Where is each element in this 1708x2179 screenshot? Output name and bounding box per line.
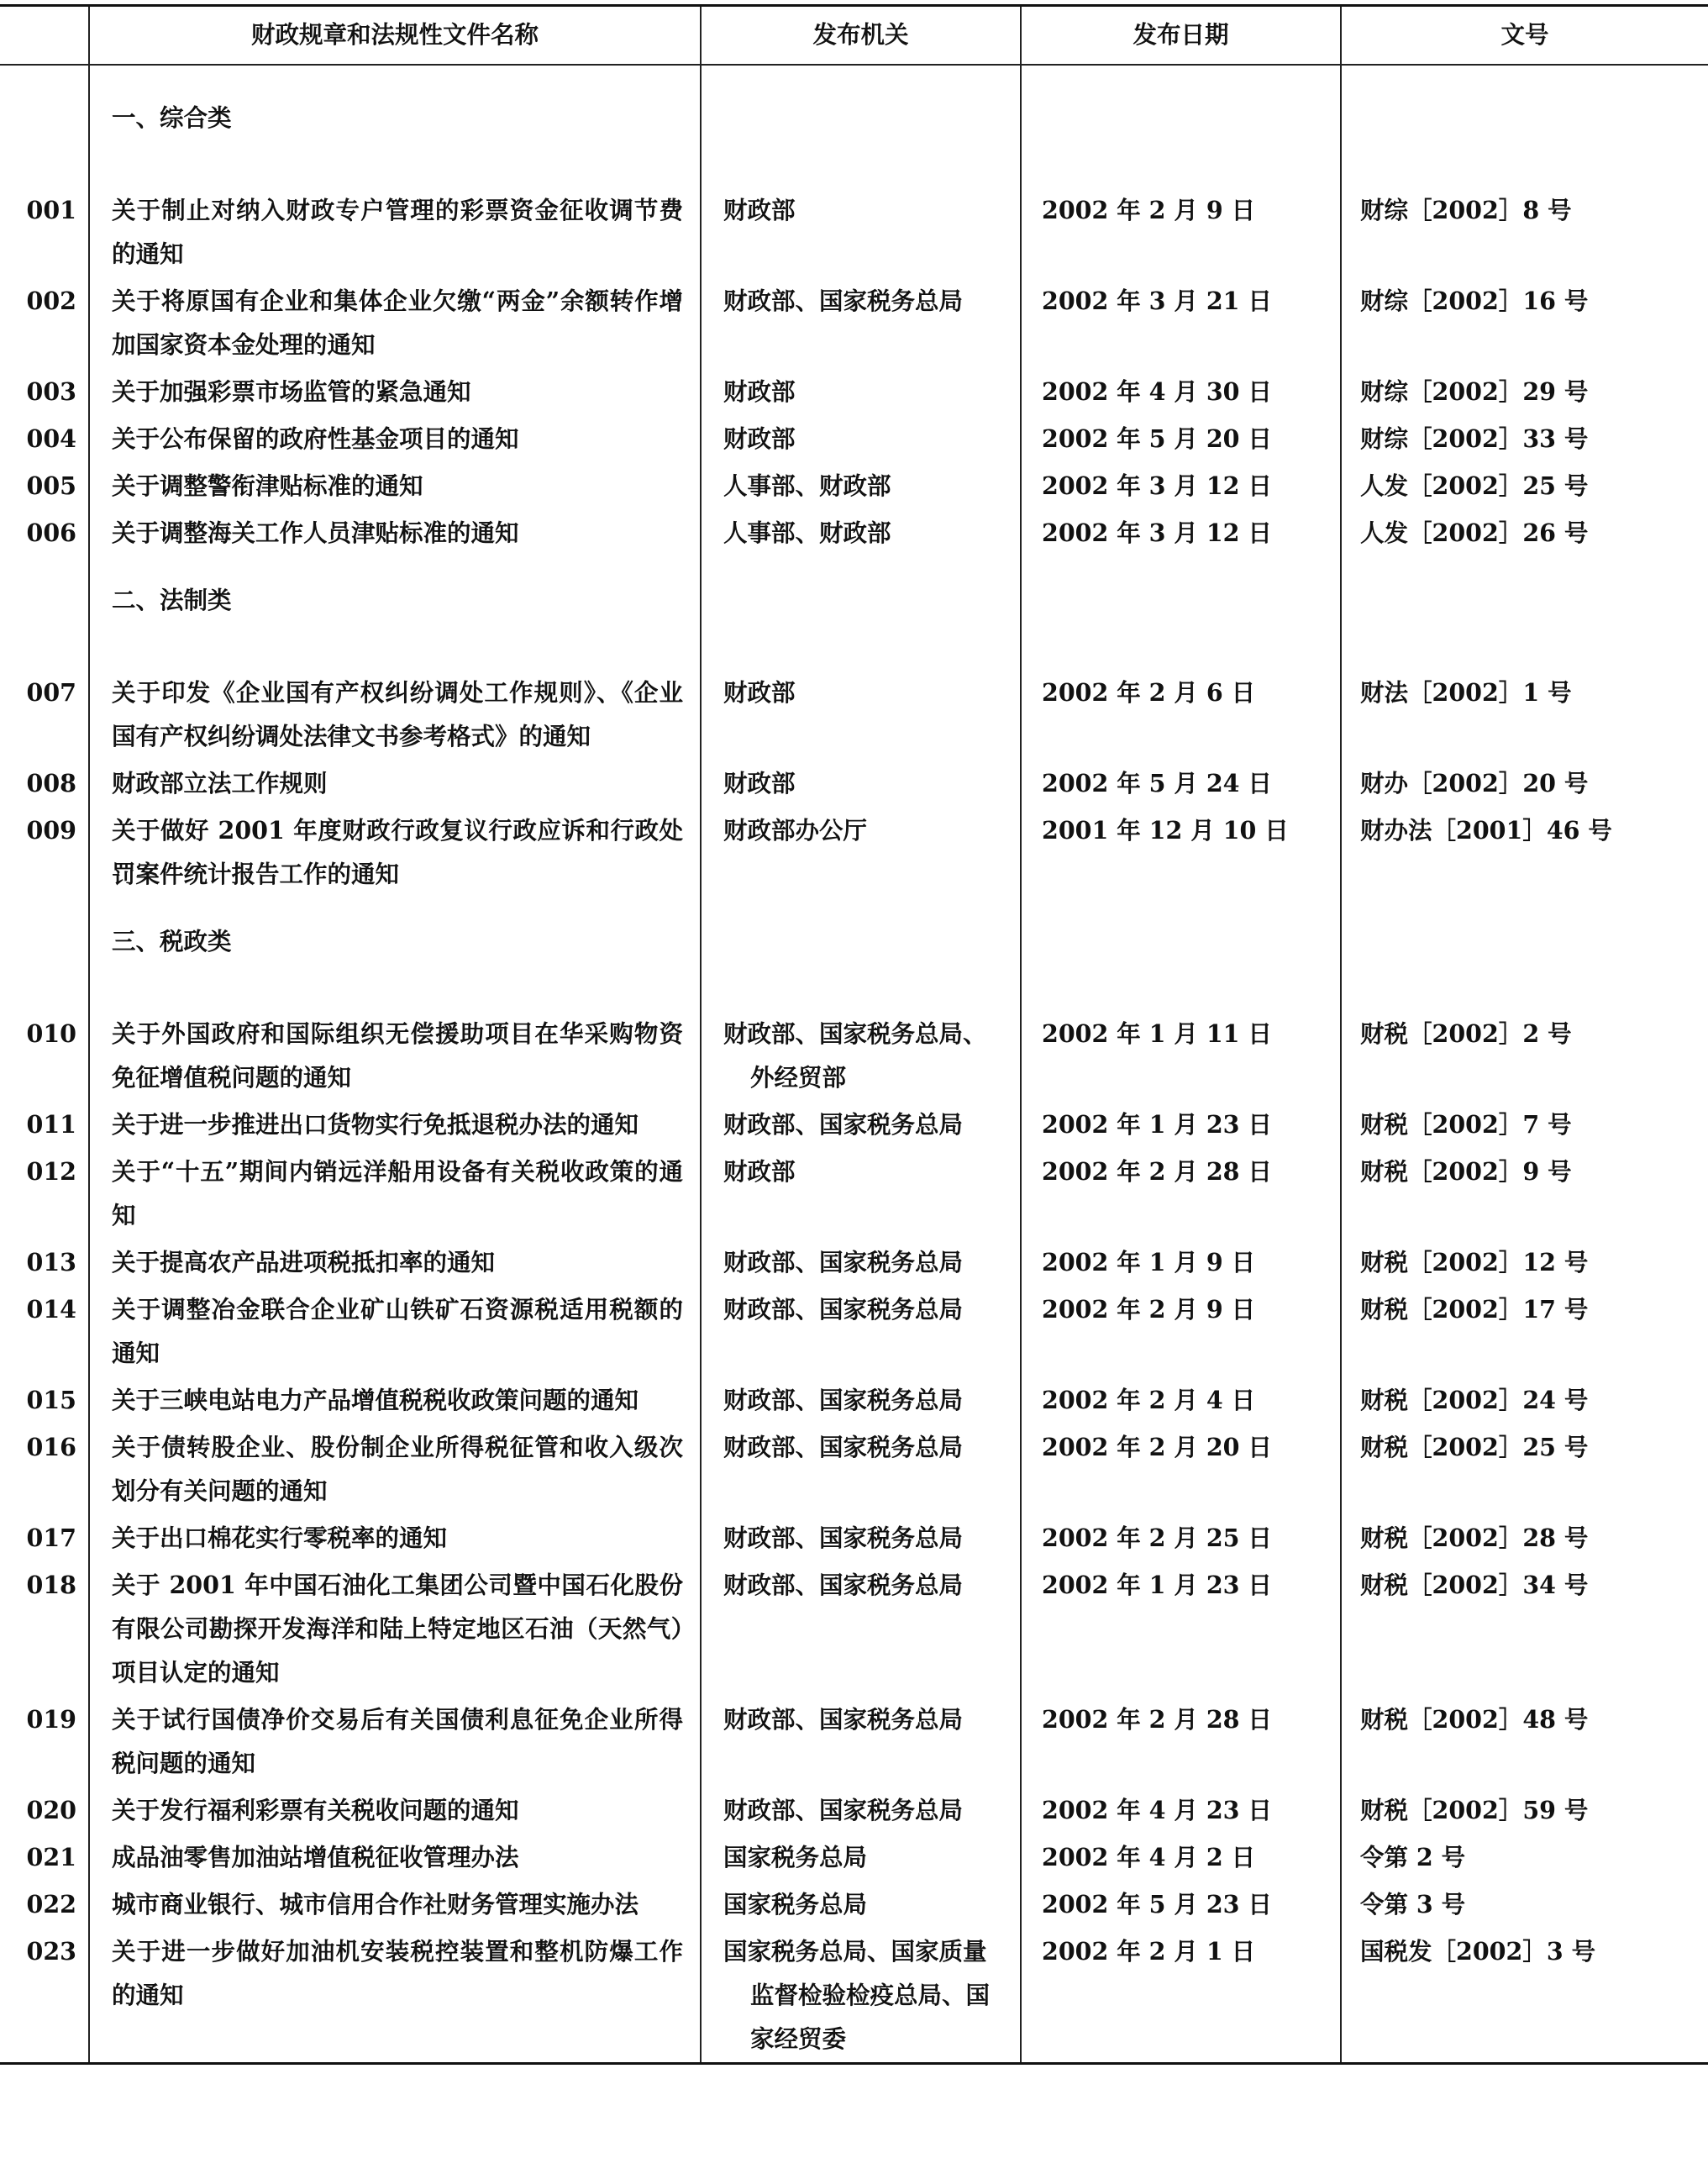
row-number: 006 (26, 518, 76, 547)
issuer-text: 财政部、国家税务总局 (723, 1796, 964, 1824)
document-name-text: 关于试行国债净价交易后有关国债利息征免企业所得税问题的通知 (112, 1705, 683, 1777)
row-number: 008 (26, 769, 76, 797)
row-number: 012 (26, 1157, 76, 1186)
issue-date: 2002 年 2 月 9 日 (1021, 187, 1341, 277)
document-number: 财综［2002］16 号 (1341, 277, 1708, 368)
table-row (0, 1881, 1708, 1928)
row-number: 014 (26, 1295, 76, 1324)
document-name-text: 关于债转股企业、股份制企业所得税征管和收入级次划分有关问题的通知 (112, 1433, 683, 1505)
row-number: 022 (26, 1890, 76, 1918)
row-number: 007 (26, 678, 76, 707)
document-name-text: 成品油零售加油站增值税征收管理办法 (112, 1843, 519, 1871)
table-row (0, 1834, 1708, 1881)
document-number: 财税［2002］34 号 (1341, 1561, 1708, 1696)
issue-date: 2002 年 2 月 9 日 (1021, 1286, 1341, 1376)
issuer (701, 1239, 1021, 1286)
row-number: 019 (26, 1705, 76, 1734)
document-name (89, 1928, 701, 2064)
header-issuer: 发布机关 (701, 6, 1021, 66)
section-header-row (0, 556, 1708, 669)
empty-cell (0, 897, 89, 1010)
document-name (89, 1514, 701, 1561)
issuer-text: 财政部 (723, 769, 796, 797)
document-name (89, 1834, 701, 1881)
row-number: 015 (26, 1386, 76, 1414)
table-row (0, 368, 1708, 415)
document-name-text: 关于调整警衔津贴标准的通知 (112, 471, 423, 500)
document-number: 财税［2002］24 号 (1341, 1376, 1708, 1424)
issuer (701, 509, 1021, 556)
table-row (0, 509, 1708, 556)
document-name (89, 1286, 701, 1376)
table-header (0, 6, 1708, 66)
issue-date: 2002 年 5 月 23 日 (1021, 1881, 1341, 1928)
empty-cell (701, 556, 1021, 669)
issuer-text: 财政部、国家税务总局 (723, 1110, 964, 1139)
document-name (89, 509, 701, 556)
empty-cell (1341, 556, 1708, 669)
document-number: 财税［2002］12 号 (1341, 1239, 1708, 1286)
row-number: 013 (26, 1248, 76, 1276)
issuer-text: 国家税务总局、国家质量监督检验检疫总局、国家经贸委 (723, 1937, 991, 2053)
issuer (701, 1561, 1021, 1696)
issuer (701, 1376, 1021, 1424)
regulations-table (0, 4, 1708, 2065)
document-name-text: 关于调整海关工作人员津贴标准的通知 (112, 518, 519, 547)
row-number: 016 (26, 1433, 76, 1461)
issue-date: 2002 年 2 月 25 日 (1021, 1514, 1341, 1561)
document-name-text: 关于制止对纳入财政专户管理的彩票资金征收调节费的通知 (112, 196, 683, 268)
document-name (89, 1881, 701, 1928)
document-name (89, 187, 701, 277)
issuer (701, 1696, 1021, 1787)
document-number: 财法［2002］1 号 (1341, 669, 1708, 760)
document-name (89, 1424, 701, 1514)
issue-date: 2002 年 2 月 28 日 (1021, 1148, 1341, 1239)
document-number: 财办法［2001］46 号 (1341, 807, 1708, 897)
table-row (0, 1286, 1708, 1376)
document-number: 财税［2002］25 号 (1341, 1424, 1708, 1514)
section-header-row (0, 897, 1708, 1010)
document-name (89, 1101, 701, 1148)
document-name-text: 关于印发《企业国有产权纠纷调处工作规则》、《企业国有产权纠纷调处法律文书参考格式》的通知 (112, 678, 683, 750)
document-name-text: 关于调整冶金联合企业矿山铁矿石资源税适用税额的通知 (112, 1295, 683, 1367)
document-name-text: 关于将原国有企业和集体企业欠缴“两金”余额转作增加国家资本金处理的通知 (112, 287, 683, 359)
table-row (0, 1561, 1708, 1696)
issue-date: 2002 年 1 月 23 日 (1021, 1561, 1341, 1696)
issuer (701, 1286, 1021, 1376)
issuer (701, 462, 1021, 509)
issuer (701, 368, 1021, 415)
header-document-name: 财政规章和法规性文件名称 (89, 6, 701, 66)
document-number: 财综［2002］29 号 (1341, 368, 1708, 415)
table-row (0, 760, 1708, 807)
issue-date: 2002 年 1 月 23 日 (1021, 1101, 1341, 1148)
issuer-text: 财政部、国家税务总局 (723, 287, 964, 315)
document-number: 国税发［2002］3 号 (1341, 1928, 1708, 2064)
document-number: 令第 2 号 (1341, 1834, 1708, 1881)
issuer-text: 财政部、国家税务总局 (723, 1705, 964, 1734)
issuer-text: 财政部 (723, 678, 796, 707)
document-name (89, 1787, 701, 1834)
document-number: 财税［2002］17 号 (1341, 1286, 1708, 1376)
row-number: 018 (26, 1571, 76, 1599)
issue-date: 2002 年 5 月 20 日 (1021, 415, 1341, 462)
issue-date: 2002 年 3 月 12 日 (1021, 462, 1341, 509)
issuer-text: 财政部 (723, 377, 796, 406)
document-name (89, 1561, 701, 1696)
issuer-text: 财政部、国家税务总局 (723, 1386, 964, 1414)
document-name-text: 关于三峡电站电力产品增值税税收政策问题的通知 (112, 1386, 639, 1414)
issue-date: 2002 年 4 月 30 日 (1021, 368, 1341, 415)
row-number: 004 (26, 424, 76, 453)
row-number: 023 (26, 1937, 76, 1966)
empty-cell (701, 65, 1021, 187)
issue-date: 2001 年 12 月 10 日 (1021, 807, 1341, 897)
table-row (0, 1787, 1708, 1834)
issuer-text: 人事部、财政部 (723, 471, 891, 500)
issuer (701, 669, 1021, 760)
table-body (0, 65, 1708, 2064)
issuer (701, 1928, 1021, 2064)
row-number: 001 (26, 196, 76, 224)
issuer-text: 财政部、国家税务总局、外经贸部 (723, 1019, 987, 1092)
issuer (701, 807, 1021, 897)
table-row (0, 669, 1708, 760)
issue-date: 2002 年 2 月 28 日 (1021, 1696, 1341, 1787)
issue-date: 2002 年 5 月 24 日 (1021, 760, 1341, 807)
row-number: 021 (26, 1843, 76, 1871)
document-name (89, 1010, 701, 1101)
issuer-text: 财政部、国家税务总局 (723, 1571, 964, 1599)
issuer-text: 财政部、国家税务总局 (723, 1433, 964, 1461)
issuer (701, 1101, 1021, 1148)
issuer (701, 760, 1021, 807)
issuer (701, 1787, 1021, 1834)
empty-cell (701, 897, 1021, 1010)
document-number: 财办［2002］20 号 (1341, 760, 1708, 807)
table-row (0, 1101, 1708, 1148)
issuer-text: 人事部、财政部 (723, 518, 891, 547)
empty-cell (1021, 65, 1341, 187)
row-number: 009 (26, 816, 76, 845)
header-document-number: 文号 (1341, 6, 1708, 66)
issuer (701, 415, 1021, 462)
table-row (0, 187, 1708, 277)
table-row (0, 462, 1708, 509)
document-number: 财综［2002］8 号 (1341, 187, 1708, 277)
row-number: 003 (26, 377, 76, 406)
table-row (0, 807, 1708, 897)
section-header-row (0, 65, 1708, 187)
row-number: 010 (26, 1019, 76, 1048)
issuer (701, 1424, 1021, 1514)
document-number: 人发［2002］26 号 (1341, 509, 1708, 556)
section-title: 三、税政类 (89, 897, 701, 1010)
issuer (701, 1881, 1021, 1928)
document-name (89, 1239, 701, 1286)
document-name (89, 1376, 701, 1424)
document-name-text: 关于 2001 年中国石油化工集团公司暨中国石化股份有限公司勘探开发海洋和陆上特定地区石油（天然气）项目认定的通知 (112, 1571, 683, 1687)
document-name-text: 关于提高农产品进项税抵扣率的通知 (112, 1248, 496, 1276)
row-number: 011 (26, 1110, 76, 1139)
document-name-text: 关于“十五”期间内销远洋船用设备有关税收政策的通知 (112, 1157, 683, 1229)
issuer-text: 财政部 (723, 196, 796, 224)
issuer-text: 国家税务总局 (723, 1843, 868, 1871)
empty-cell (1021, 556, 1341, 669)
issuer (701, 187, 1021, 277)
issuer (701, 1148, 1021, 1239)
issuer (701, 1514, 1021, 1561)
document-number: 令第 3 号 (1341, 1881, 1708, 1928)
issuer (701, 1010, 1021, 1101)
table-row (0, 1928, 1708, 2064)
issue-date: 2002 年 1 月 11 日 (1021, 1010, 1341, 1101)
document-name (89, 760, 701, 807)
row-number: 005 (26, 471, 76, 500)
document-number: 财税［2002］7 号 (1341, 1101, 1708, 1148)
issue-date: 2002 年 2 月 20 日 (1021, 1424, 1341, 1514)
row-number: 020 (26, 1796, 76, 1824)
document-number: 财税［2002］28 号 (1341, 1514, 1708, 1561)
document-number: 财税［2002］48 号 (1341, 1696, 1708, 1787)
row-number: 017 (26, 1524, 76, 1552)
document-number: 财综［2002］33 号 (1341, 415, 1708, 462)
document-name (89, 1148, 701, 1239)
issue-date: 2002 年 2 月 1 日 (1021, 1928, 1341, 2064)
document-number: 财税［2002］9 号 (1341, 1148, 1708, 1239)
table-row (0, 1424, 1708, 1514)
document-name-text: 关于进一步做好加油机安装税控装置和整机防爆工作的通知 (112, 1937, 683, 2009)
document-number: 财税［2002］59 号 (1341, 1787, 1708, 1834)
empty-cell (0, 65, 89, 187)
issue-date: 2002 年 3 月 21 日 (1021, 277, 1341, 368)
table-row (0, 1010, 1708, 1101)
table-row (0, 1148, 1708, 1239)
issue-date: 2002 年 4 月 2 日 (1021, 1834, 1341, 1881)
issue-date: 2002 年 2 月 4 日 (1021, 1376, 1341, 1424)
issuer-text: 国家税务总局 (723, 1890, 868, 1918)
document-name-text: 关于出口棉花实行零税率的通知 (112, 1524, 448, 1552)
document-name (89, 807, 701, 897)
issuer-text: 财政部、国家税务总局 (723, 1295, 964, 1324)
issuer (701, 1834, 1021, 1881)
header-date: 发布日期 (1021, 6, 1341, 66)
document-name-text: 财政部立法工作规则 (112, 769, 328, 797)
table-row (0, 415, 1708, 462)
document-number: 财税［2002］2 号 (1341, 1010, 1708, 1101)
document-name-text: 关于做好 2001 年度财政行政复议行政应诉和行政处罚案件统计报告工作的通知 (112, 816, 683, 888)
empty-cell (1021, 897, 1341, 1010)
document-name (89, 669, 701, 760)
document-name-text: 城市商业银行、城市信用合作社财务管理实施办法 (112, 1890, 639, 1918)
issue-date: 2002 年 4 月 23 日 (1021, 1787, 1341, 1834)
document-name (89, 462, 701, 509)
empty-cell (1341, 65, 1708, 187)
empty-cell (0, 556, 89, 669)
issuer-text: 财政部 (723, 1157, 796, 1186)
table-row (0, 1514, 1708, 1561)
issue-date: 2002 年 2 月 6 日 (1021, 669, 1341, 760)
issuer (701, 277, 1021, 368)
document-name-text: 关于公布保留的政府性基金项目的通知 (112, 424, 519, 453)
table-row (0, 1696, 1708, 1787)
empty-cell (1341, 897, 1708, 1010)
issuer-text: 财政部办公厅 (723, 816, 868, 845)
document-number: 人发［2002］25 号 (1341, 462, 1708, 509)
issuer-text: 财政部 (723, 424, 796, 453)
document-name-text: 关于外国政府和国际组织无偿援助项目在华采购物资免征增值税问题的通知 (112, 1019, 683, 1092)
row-number: 002 (26, 287, 76, 315)
table-row (0, 277, 1708, 368)
issue-date: 2002 年 3 月 12 日 (1021, 509, 1341, 556)
document-name (89, 1696, 701, 1787)
issuer-text: 财政部、国家税务总局 (723, 1524, 964, 1552)
section-title: 二、法制类 (89, 556, 701, 669)
document-name (89, 415, 701, 462)
issuer-text: 财政部、国家税务总局 (723, 1248, 964, 1276)
document-name (89, 277, 701, 368)
document-name-text: 关于进一步推进出口货物实行免抵退税办法的通知 (112, 1110, 639, 1139)
document-name (89, 368, 701, 415)
header-number (0, 6, 89, 66)
section-title: 一、综合类 (89, 65, 701, 187)
document-name-text: 关于加强彩票市场监管的紧急通知 (112, 377, 471, 406)
table-row (0, 1376, 1708, 1424)
issue-date: 2002 年 1 月 9 日 (1021, 1239, 1341, 1286)
table-row (0, 1239, 1708, 1286)
document-name-text: 关于发行福利彩票有关税收问题的通知 (112, 1796, 519, 1824)
